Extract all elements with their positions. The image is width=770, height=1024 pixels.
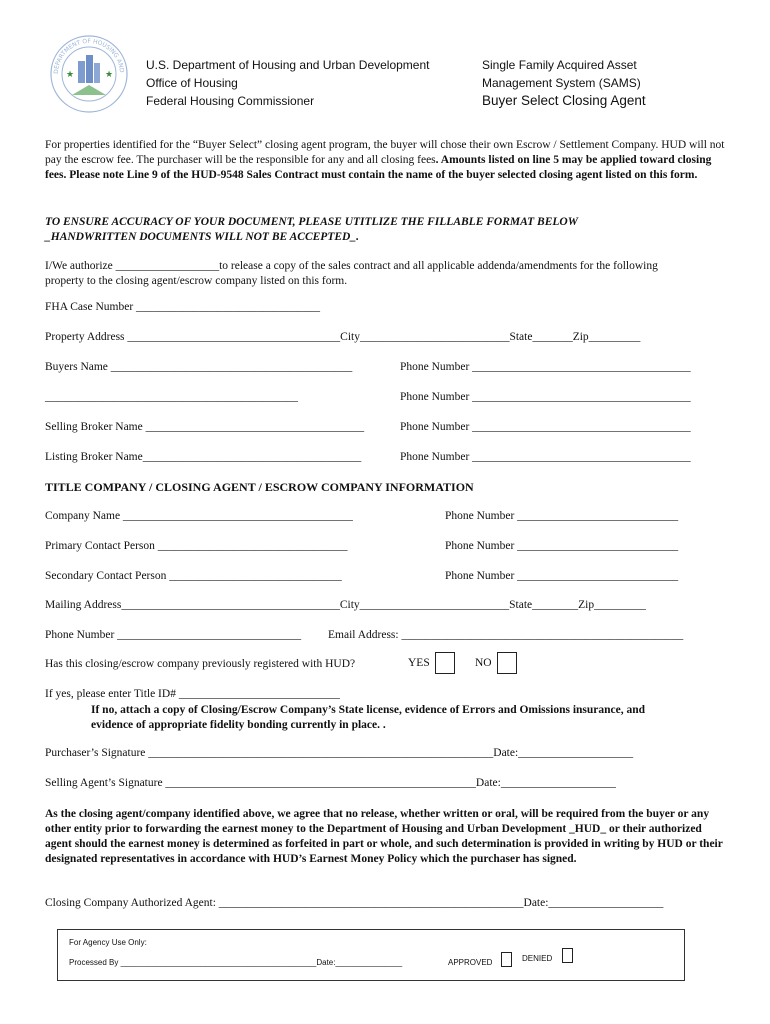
registered-question: Has this closing/escrow company previously registered with HUD? bbox=[45, 658, 356, 670]
denied-option bbox=[522, 948, 573, 963]
denied-checkbox[interactable] bbox=[562, 948, 573, 963]
denied-label: DENIED bbox=[522, 954, 553, 963]
purchaser-signature-field[interactable]: Purchaser’s Signature ____________________________________________________________Date:____________________ bbox=[45, 747, 634, 759]
intro-bold-text: . Amounts listed on line 5 may be applied toward closing fees. Please note Line 9 of the HUD-9548 Sales Contract must contain the name of the buyer selected closing agent listed on this form. bbox=[45, 154, 712, 181]
agency-block bbox=[146, 56, 429, 110]
approved-label: APPROVED bbox=[448, 958, 493, 967]
warning-line-1: TO ENSURE ACCURACY OF YOUR DOCUMENT, PLEASE UTITLIZE THE FILLABLE FORMAT BELOW bbox=[45, 216, 578, 228]
yes-label: YES bbox=[408, 657, 430, 669]
selling-agent-signature-field[interactable]: Selling Agent’s Signature ______________________________________________________Date:____________________ bbox=[45, 777, 616, 789]
svg-text:★: ★ bbox=[66, 70, 75, 80]
hud-seal-logo bbox=[48, 33, 130, 115]
processed-by-field[interactable]: Processed By ____________________________________________Date:_______________ bbox=[69, 958, 403, 967]
buyers-name-field-2[interactable]: ____________________________________________ bbox=[45, 391, 298, 403]
approved-option bbox=[448, 952, 512, 967]
attach-line-1: If no, attach a copy of Closing/Escrow Company’s State license, evidence of Errors and Omissions insurance, and bbox=[91, 704, 646, 716]
buyers-phone-field-2[interactable]: Phone Number ______________________________________ bbox=[400, 391, 691, 403]
agency-line-1: U.S. Department of Housing and Urban Development bbox=[146, 58, 430, 72]
secondary-contact-field[interactable]: Secondary Contact Person ______________________________ bbox=[45, 570, 342, 582]
listing-broker-field[interactable]: Listing Broker Name______________________________________ bbox=[45, 451, 362, 463]
intro-paragraph bbox=[45, 138, 730, 183]
title-id-field[interactable]: If yes, please enter Title ID# ____________________________ bbox=[45, 688, 340, 700]
company-phone-number-field[interactable]: Phone Number ________________________________ bbox=[45, 629, 302, 641]
agency-use-box bbox=[57, 929, 685, 981]
warning-line-2: _HANDWRITTEN DOCUMENTS WILL NOT BE ACCEPTED_. bbox=[45, 231, 359, 243]
form-title: Buyer Select Closing Agent bbox=[482, 93, 646, 108]
fillable-warning bbox=[45, 215, 578, 245]
closing-agent-signature-field[interactable]: Closing Company Authorized Agent: _____________________________________________________Date:____________________ bbox=[45, 897, 664, 909]
mailing-address-field[interactable]: Mailing Address______________________________________City__________________________State________Zip_________ bbox=[45, 599, 646, 611]
primary-contact-phone-field[interactable]: Phone Number ____________________________ bbox=[445, 540, 679, 552]
earnest-money-agreement: As the closing agent/company identified above, we agree that no release, whether written or oral, will be required from the buyer or any other entity prior to forwarding the earnest money to the Department of Housing and Urban Development _HUD_ or their authorized agent should the earnest money is determined as forfeited in part or whole, and such determination is provided in writing by HUD or their designated representatives in accordance with HUD’s Earnest Money Policy which the purchaser has signed. bbox=[45, 808, 723, 865]
attach-instructions bbox=[91, 703, 645, 733]
selling-broker-phone-field[interactable]: Phone Number ______________________________________ bbox=[400, 421, 691, 433]
seal-text: DEPARTMENT OF HOUSING AND bbox=[52, 37, 126, 75]
system-block bbox=[482, 56, 646, 110]
attach-line-2: evidence of appropriate fidelity bonding currently in place. . bbox=[91, 719, 386, 731]
system-line-2: Management System (SAMS) bbox=[482, 76, 641, 90]
intro-text: For properties identified for the “Buyer Select” closing agent program, the buyer will chose their own Escrow / Settlement Company. HUD will not pay the escrow fee. The purchaser will be the responsible for any and all closing fees bbox=[45, 139, 725, 166]
company-name-field[interactable]: Company Name ________________________________________ bbox=[45, 510, 353, 522]
agency-line-2: Office of Housing bbox=[146, 76, 238, 90]
agency-use-title: For Agency Use Only: bbox=[69, 938, 147, 947]
primary-contact-field[interactable]: Primary Contact Person _________________________________ bbox=[45, 540, 348, 552]
selling-broker-field[interactable]: Selling Broker Name ______________________________________ bbox=[45, 421, 365, 433]
agency-line-3: Federal Housing Commissioner bbox=[146, 94, 315, 108]
fha-case-number-field[interactable]: FHA Case Number ________________________________ bbox=[45, 301, 321, 313]
property-address-field[interactable]: Property Address _____________________________________City__________________________State_______Zip_________ bbox=[45, 331, 641, 343]
listing-broker-phone-field[interactable]: Phone Number ______________________________________ bbox=[400, 451, 691, 463]
authorize-line-2: property to the closing agent/escrow company listed on this form. bbox=[45, 275, 348, 287]
authorize-statement bbox=[45, 259, 658, 289]
buyers-name-field[interactable]: Buyers Name __________________________________________ bbox=[45, 361, 353, 373]
company-phone-field[interactable]: Phone Number ____________________________ bbox=[445, 510, 679, 522]
no-option bbox=[475, 652, 517, 674]
approved-checkbox[interactable] bbox=[501, 952, 512, 967]
yes-option bbox=[408, 652, 455, 674]
no-label: NO bbox=[475, 657, 492, 669]
title-company-heading: TITLE COMPANY / CLOSING AGENT / ESCROW COMPANY INFORMATION bbox=[45, 480, 474, 494]
email-address-field[interactable]: Email Address: _________________________________________________ bbox=[328, 629, 684, 641]
authorize-line-1[interactable]: I/We authorize __________________to release a copy of the sales contract and all applicable addenda/amendments for the following bbox=[45, 260, 658, 272]
no-checkbox[interactable] bbox=[497, 652, 517, 674]
yes-checkbox[interactable] bbox=[435, 652, 455, 674]
buyers-phone-field-1[interactable]: Phone Number ______________________________________ bbox=[400, 361, 691, 373]
svg-text:★: ★ bbox=[105, 70, 114, 80]
secondary-contact-phone-field[interactable]: Phone Number ____________________________ bbox=[445, 570, 679, 582]
system-line-1: Single Family Acquired Asset bbox=[482, 58, 637, 72]
